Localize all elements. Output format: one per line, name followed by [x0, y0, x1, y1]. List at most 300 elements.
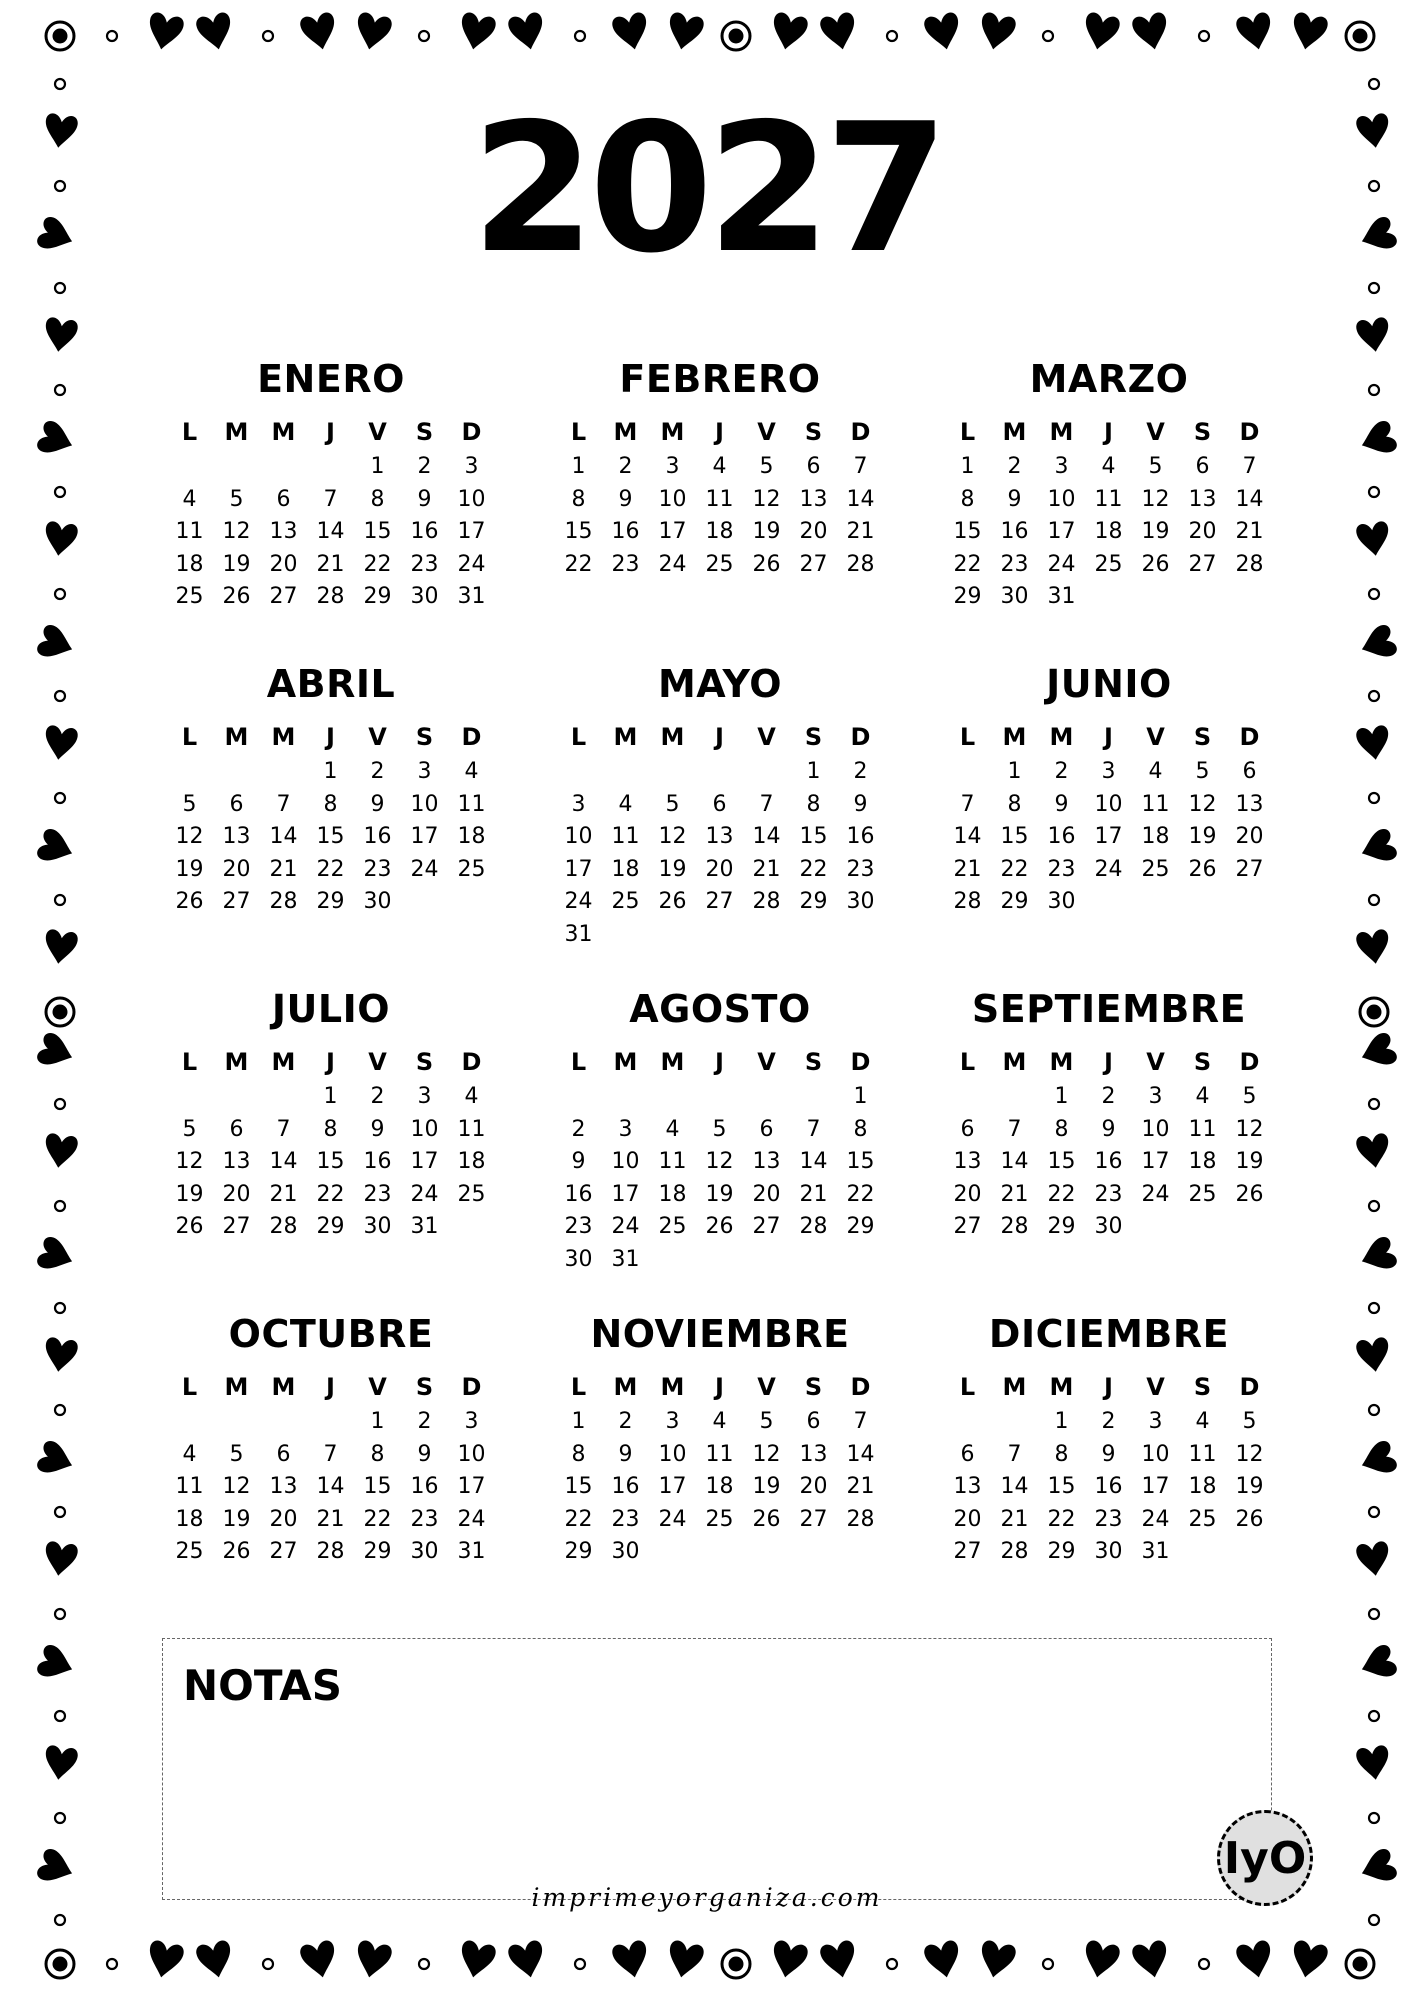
day-grid [944, 718, 1274, 919]
notes-box[interactable] [162, 1638, 1272, 1900]
dot-icon [55, 691, 65, 701]
logo-text: IyO [1223, 1832, 1307, 1884]
day-cell: 16 [611, 519, 640, 544]
day-cell: 16 [564, 1181, 593, 1207]
day-cell: 17 [564, 856, 593, 882]
weekday-header: D [850, 1373, 871, 1401]
day-cell: 21 [799, 1181, 828, 1207]
day-cell: 30 [1094, 1539, 1123, 1564]
day-cell: 23 [611, 1506, 640, 1532]
day-cell: 3 [1148, 1084, 1163, 1109]
day-cell: 22 [363, 551, 392, 577]
day-cell: 9 [417, 1441, 432, 1467]
day-cell: 6 [229, 1116, 244, 1142]
day-cell: 7 [323, 486, 338, 512]
ring-icon [46, 1950, 74, 1978]
day-cell: 19 [222, 551, 251, 577]
weekday-header: M [660, 1048, 685, 1076]
dot-icon [1369, 385, 1379, 395]
weekday-header: L [181, 1373, 198, 1401]
month-name: NOVIEMBRE [590, 1312, 850, 1356]
day-cell: 28 [269, 889, 298, 914]
day-cell: 2 [370, 759, 385, 784]
day-cell: 9 [370, 1116, 385, 1142]
day-cell: 24 [564, 889, 593, 914]
day-cell: 4 [665, 1116, 680, 1142]
heart-icon [42, 520, 78, 557]
heart-icon [42, 1540, 78, 1577]
day-cell: 12 [1235, 1116, 1264, 1142]
day-cell: 21 [1000, 1506, 1029, 1532]
day-cell: 12 [222, 1474, 251, 1499]
weekday-header: S [1193, 1048, 1212, 1076]
day-cell: 30 [410, 584, 439, 609]
day-cell: 15 [799, 824, 828, 849]
heart-icon [35, 1235, 77, 1276]
heart-icon [1081, 1939, 1122, 1981]
day-cell: 5 [182, 791, 197, 817]
day-cell: 20 [752, 1181, 781, 1207]
dot-icon [887, 31, 897, 41]
month-octubre [166, 1310, 496, 1569]
day-cell: 3 [464, 1409, 479, 1434]
weekday-header: J [1104, 723, 1113, 751]
empty-cell [944, 1081, 991, 1114]
dot-icon [1369, 79, 1379, 89]
empty-cell [213, 756, 260, 789]
weekday-header: M [613, 1048, 638, 1076]
day-cell: 5 [759, 1409, 774, 1434]
weekday-header: J [715, 1373, 724, 1401]
empty-cell [602, 1081, 649, 1114]
weekday-header: D [850, 418, 871, 446]
day-cell: 24 [457, 551, 486, 577]
day-cell: 23 [363, 856, 392, 882]
day-cell: 6 [960, 1116, 975, 1142]
empty-cell [696, 756, 743, 789]
heart-icon [1131, 11, 1172, 53]
day-cell: 29 [953, 584, 982, 609]
dot-icon [1369, 283, 1379, 293]
day-cell: 4 [618, 791, 633, 817]
month-mayo [555, 660, 885, 951]
day-cell: 31 [1141, 1539, 1170, 1564]
day-cell: 18 [457, 824, 486, 849]
day-grid [166, 1368, 496, 1569]
weekday-header: D [461, 1048, 482, 1076]
day-cell: 7 [960, 791, 975, 817]
dot-icon [107, 1959, 117, 1969]
day-cell: 11 [1188, 1116, 1217, 1142]
heart-icon [1356, 827, 1398, 868]
heart-icon [42, 1132, 78, 1169]
day-cell: 21 [1235, 519, 1264, 544]
day-cell: 17 [1141, 1474, 1170, 1499]
empty-cell [213, 1406, 260, 1439]
day-cell: 11 [705, 1441, 734, 1467]
day-cell: 19 [1141, 519, 1170, 544]
weekday-header: J [715, 723, 724, 751]
day-cell: 8 [323, 791, 338, 817]
day-cell: 10 [611, 1149, 640, 1174]
day-cell: 8 [853, 1116, 868, 1142]
day-cell: 2 [1007, 454, 1022, 479]
day-cell: 8 [1007, 791, 1022, 817]
day-cell: 27 [269, 1539, 298, 1564]
heart-icon [1355, 520, 1391, 557]
day-cell: 2 [571, 1116, 586, 1142]
day-grid [944, 1368, 1274, 1569]
day-cell: 24 [658, 551, 687, 577]
day-cell: 31 [457, 1539, 486, 1564]
weekday-header: S [1193, 418, 1212, 446]
day-cell: 4 [712, 1409, 727, 1434]
month-enero [166, 355, 496, 614]
heart-icon [1355, 1540, 1391, 1577]
day-cell: 10 [1141, 1441, 1170, 1467]
weekday-header: M [224, 418, 249, 446]
day-cell: 30 [363, 1214, 392, 1239]
day-cell: 22 [363, 1506, 392, 1532]
month-name: ABRIL [266, 662, 396, 706]
day-cell: 16 [1094, 1474, 1123, 1499]
weekday-header: J [1104, 418, 1113, 446]
day-grid [166, 718, 496, 919]
day-cell: 6 [1195, 454, 1210, 479]
day-cell: 5 [1242, 1084, 1257, 1109]
weekday-header: V [757, 1373, 776, 1401]
month-name: DICIEMBRE [988, 1312, 1230, 1356]
heart-icon [819, 1939, 860, 1981]
month-marzo [944, 355, 1274, 614]
heart-icon [611, 1939, 652, 1981]
day-cell: 17 [410, 1149, 439, 1174]
weekday-header: L [570, 723, 587, 751]
empty-cell [260, 1406, 307, 1439]
day-cell: 21 [752, 856, 781, 882]
day-cell: 2 [853, 759, 868, 784]
day-cell: 1 [806, 759, 821, 784]
heart-icon [1081, 11, 1122, 53]
day-cell: 3 [618, 1116, 633, 1142]
day-cell: 27 [222, 1214, 251, 1239]
empty-cell [260, 1081, 307, 1114]
heart-icon [35, 1031, 77, 1072]
day-cell: 15 [953, 519, 982, 544]
heart-icon [1131, 1939, 1172, 1981]
dot-icon [1199, 1959, 1209, 1969]
day-cell: 6 [759, 1116, 774, 1142]
weekday-header: M [1002, 1373, 1027, 1401]
day-cell: 7 [276, 791, 291, 817]
day-cell: 27 [1235, 856, 1264, 882]
weekday-header: S [415, 1048, 434, 1076]
day-cell: 16 [410, 519, 439, 544]
day-cell: 11 [457, 791, 486, 817]
weekday-header: J [715, 418, 724, 446]
day-cell: 17 [410, 824, 439, 849]
day-cell: 29 [564, 1539, 593, 1564]
day-cell: 6 [276, 486, 291, 512]
day-cell: 14 [846, 1441, 875, 1467]
weekday-header: M [1002, 1048, 1027, 1076]
weekday-header: S [1193, 723, 1212, 751]
heart-icon [923, 11, 964, 53]
day-cell: 12 [1235, 1441, 1264, 1467]
weekday-header: M [1002, 418, 1027, 446]
day-cell: 1 [1054, 1084, 1069, 1109]
day-cell: 14 [269, 1149, 298, 1174]
day-cell: 23 [1094, 1181, 1123, 1207]
day-cell: 25 [611, 889, 640, 914]
weekday-header: M [1049, 723, 1074, 751]
day-cell: 17 [658, 519, 687, 544]
day-cell: 30 [564, 1246, 593, 1272]
day-cell: 6 [960, 1441, 975, 1467]
dot-icon [55, 1609, 65, 1619]
day-cell: 22 [953, 551, 982, 577]
day-cell: 11 [175, 1474, 204, 1499]
weekday-header: V [368, 1373, 387, 1401]
dot-icon [263, 31, 273, 41]
day-cell: 19 [705, 1181, 734, 1207]
weekday-header: D [1239, 418, 1260, 446]
weekday-header: M [613, 1373, 638, 1401]
day-cell: 2 [1101, 1084, 1116, 1109]
day-cell: 25 [1141, 856, 1170, 882]
month-agosto [555, 985, 885, 1276]
day-cell: 9 [853, 791, 868, 817]
heart-icon [42, 1336, 78, 1373]
heart-icon [1355, 316, 1391, 353]
day-cell: 9 [370, 791, 385, 817]
day-cell: 19 [175, 1181, 204, 1207]
day-cell: 19 [752, 519, 781, 544]
dot-icon [1369, 1099, 1379, 1109]
empty-cell [790, 1081, 837, 1114]
day-cell: 3 [571, 791, 586, 817]
day-grid [944, 413, 1274, 614]
day-cell: 7 [276, 1116, 291, 1142]
day-cell: 13 [269, 1474, 298, 1499]
weekday-header: M [613, 723, 638, 751]
heart-icon [507, 1939, 548, 1981]
dot-icon [55, 1507, 65, 1517]
dot-icon [1369, 793, 1379, 803]
day-cell: 24 [658, 1506, 687, 1532]
day-cell: 9 [1007, 486, 1022, 512]
day-cell: 20 [269, 551, 298, 577]
weekday-header: V [1146, 418, 1165, 446]
dot-icon [55, 283, 65, 293]
month-name: MAYO [657, 662, 783, 706]
heart-icon [1356, 1643, 1398, 1684]
day-cell: 16 [846, 824, 875, 849]
day-cell: 21 [846, 1474, 875, 1499]
day-cell: 29 [846, 1214, 875, 1239]
day-cell: 12 [175, 1149, 204, 1174]
day-cell: 26 [222, 1539, 251, 1564]
heart-icon [353, 11, 394, 53]
heart-icon [35, 1439, 77, 1480]
empty-cell [307, 1406, 354, 1439]
heart-icon [769, 1939, 810, 1981]
day-cell: 20 [222, 856, 251, 882]
day-cell: 25 [1188, 1181, 1217, 1207]
day-cell: 11 [611, 824, 640, 849]
day-cell: 3 [665, 1409, 680, 1434]
heart-icon [353, 1939, 394, 1981]
month-name: JUNIO [1046, 662, 1172, 706]
weekday-header: S [804, 418, 823, 446]
month-name: JULIO [271, 987, 391, 1031]
day-cell: 8 [571, 1441, 586, 1467]
heart-icon [42, 928, 78, 965]
day-cell: 1 [370, 1409, 385, 1434]
day-cell: 9 [571, 1149, 586, 1174]
day-cell: 18 [1094, 519, 1123, 544]
day-cell: 16 [611, 1474, 640, 1499]
day-cell: 9 [1054, 791, 1069, 817]
ring-icon [1346, 1950, 1374, 1978]
day-cell: 24 [410, 1181, 439, 1207]
day-cell: 26 [752, 551, 781, 577]
day-cell: 27 [269, 584, 298, 609]
weekday-header: J [326, 1373, 335, 1401]
day-cell: 29 [1000, 889, 1029, 914]
day-cell: 1 [1054, 1409, 1069, 1434]
day-cell: 22 [1047, 1181, 1076, 1207]
day-cell: 14 [953, 824, 982, 849]
day-cell: 19 [658, 856, 687, 882]
day-cell: 13 [799, 486, 828, 512]
day-cell: 26 [1235, 1506, 1264, 1532]
dot-icon [1369, 1711, 1379, 1721]
day-cell: 17 [457, 519, 486, 544]
day-cell: 29 [1047, 1539, 1076, 1564]
weekday-header: S [415, 1373, 434, 1401]
day-cell: 6 [1242, 759, 1257, 784]
dot-icon [55, 385, 65, 395]
day-cell: 7 [1242, 454, 1257, 479]
day-cell: 12 [658, 824, 687, 849]
dot-icon [107, 31, 117, 41]
weekday-header: J [1104, 1373, 1113, 1401]
day-cell: 30 [846, 889, 875, 914]
heart-icon [35, 623, 77, 664]
day-cell: 7 [323, 1441, 338, 1467]
day-cell: 1 [853, 1084, 868, 1109]
dot-icon [1369, 1303, 1379, 1313]
heart-icon [35, 827, 77, 868]
weekday-header: S [1193, 1373, 1212, 1401]
day-cell: 5 [712, 1116, 727, 1142]
weekday-header: M [1049, 1048, 1074, 1076]
day-cell: 7 [1007, 1116, 1022, 1142]
weekday-header: S [804, 1373, 823, 1401]
day-cell: 22 [1047, 1506, 1076, 1532]
day-cell: 15 [1000, 824, 1029, 849]
day-cell: 8 [370, 1441, 385, 1467]
heart-icon [665, 1939, 706, 1981]
day-cell: 23 [846, 856, 875, 882]
weekday-header: D [850, 1048, 871, 1076]
day-cell: 30 [611, 1539, 640, 1564]
month-name: OCTUBRE [228, 1312, 434, 1356]
day-cell: 2 [417, 1409, 432, 1434]
day-cell: 11 [1094, 486, 1123, 512]
day-cell: 26 [752, 1506, 781, 1532]
day-cell: 11 [1188, 1441, 1217, 1467]
day-cell: 15 [363, 519, 392, 544]
day-cell: 9 [1101, 1441, 1116, 1467]
day-cell: 13 [1188, 486, 1217, 512]
day-cell: 21 [316, 551, 345, 577]
heart-icon [507, 11, 548, 53]
website-footer: imprimeyorganiza.com [531, 1883, 883, 1912]
day-cell: 28 [953, 889, 982, 914]
day-cell: 30 [363, 889, 392, 914]
day-cell: 12 [705, 1149, 734, 1174]
day-cell: 24 [1141, 1506, 1170, 1532]
day-cell: 18 [611, 856, 640, 882]
ring-icon [1360, 998, 1388, 1026]
weekday-header: L [959, 418, 976, 446]
day-cell: 25 [175, 584, 204, 609]
heart-icon [1355, 724, 1391, 761]
day-cell: 2 [1054, 759, 1069, 784]
day-cell: 15 [564, 1474, 593, 1499]
day-cell: 2 [618, 1409, 633, 1434]
day-cell: 26 [1235, 1181, 1264, 1207]
month-noviembre [555, 1310, 885, 1569]
weekday-header: D [461, 418, 482, 446]
day-cell: 28 [846, 1506, 875, 1532]
weekday-header: S [415, 418, 434, 446]
dot-icon [55, 1099, 65, 1109]
day-cell: 24 [1047, 551, 1076, 577]
dot-icon [55, 1201, 65, 1211]
empty-cell [991, 1406, 1038, 1439]
day-cell: 2 [618, 454, 633, 479]
empty-cell [944, 1406, 991, 1439]
weekday-header: J [715, 1048, 724, 1076]
heart-icon [923, 1939, 964, 1981]
ring-icon [722, 1950, 750, 1978]
heart-icon [665, 11, 706, 53]
day-grid [944, 1043, 1274, 1244]
day-cell: 13 [752, 1149, 781, 1174]
day-cell: 3 [417, 759, 432, 784]
day-cell: 29 [363, 1539, 392, 1564]
day-cell: 15 [846, 1149, 875, 1174]
day-cell: 1 [571, 454, 586, 479]
day-cell: 8 [370, 486, 385, 512]
day-cell: 14 [799, 1149, 828, 1174]
day-cell: 24 [1094, 856, 1123, 882]
weekday-header: L [181, 1048, 198, 1076]
day-cell: 21 [316, 1506, 345, 1532]
day-cell: 26 [222, 584, 251, 609]
day-cell: 28 [1000, 1539, 1029, 1564]
day-cell: 6 [712, 791, 727, 817]
weekday-header: S [804, 1048, 823, 1076]
empty-cell [555, 1081, 602, 1114]
day-cell: 10 [658, 486, 687, 512]
weekday-header: J [326, 723, 335, 751]
heart-icon [819, 11, 860, 53]
day-cell: 20 [799, 519, 828, 544]
